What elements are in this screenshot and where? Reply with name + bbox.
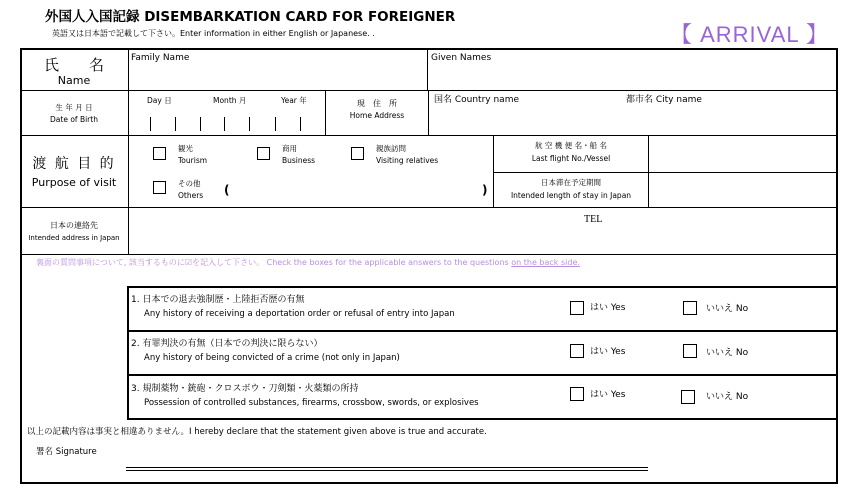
tel-label: TEL: [584, 214, 603, 225]
tel-field[interactable]: [600, 208, 836, 253]
signature-line: [126, 467, 648, 468]
stay-label-jp: 日本滞在予定期間: [541, 178, 601, 187]
address-label-en: Home Address: [349, 111, 405, 120]
back-side-link: on the back side.: [511, 258, 580, 267]
name-label-jp: 氏 名: [43, 56, 104, 74]
signature-field[interactable]: [126, 440, 648, 466]
arrival-badge: 【 ARRIVAL 】: [670, 22, 829, 47]
question-2-en: Any history of being convicted of a crime (not only in Japan): [144, 353, 400, 363]
question-1-jp: 1. 日本での退去強制歴・上陸拒否歴の有無: [131, 295, 305, 305]
purpose-label-jp: 渡 航 目 的: [32, 156, 116, 172]
question-2-no-checkbox[interactable]: [683, 344, 697, 358]
question-divider: [127, 330, 838, 332]
signature-label: 署名 Signature: [36, 447, 97, 457]
tourism-label-en: Tourism: [178, 156, 208, 165]
dob-month-label: Month 月: [213, 96, 247, 105]
purpose-label-en: Purpose of visit: [31, 176, 117, 189]
question-3-no-label: いいえ No: [706, 392, 749, 402]
others-label-jp: その他: [178, 179, 201, 188]
row-divider: [20, 90, 838, 91]
question-3-yes-checkbox[interactable]: [570, 387, 584, 401]
tourism-checkbox[interactable]: [153, 147, 166, 160]
dob-label-jp: 生 年 月 日: [55, 103, 93, 112]
contact-label-jp: 日本の連絡先: [50, 221, 98, 230]
stay-field[interactable]: [649, 173, 836, 206]
visiting-relatives-checkbox[interactable]: [351, 147, 364, 160]
question-divider: [127, 374, 838, 376]
business-label-en: Business: [282, 156, 316, 165]
question-3-yes-label: はい Yes: [590, 390, 626, 400]
dob-label-en: Date of Birth: [50, 115, 98, 124]
given-names-field[interactable]: [428, 64, 836, 90]
country-label: 国名 Country name: [434, 95, 519, 105]
question-3-jp: 3. 規制薬物・銃砲・クロスボウ・刀剣類・火薬類の所持: [131, 384, 359, 394]
others-specify-field[interactable]: [234, 180, 479, 200]
dob-field[interactable]: [140, 108, 320, 133]
flight-label-jp: 航 空 機 便 名・船 名: [535, 141, 607, 150]
given-names-label: Given Names: [431, 53, 492, 63]
others-paren-close: ): [482, 183, 488, 197]
question-3-no-checkbox[interactable]: [681, 390, 695, 404]
question-1-yes-checkbox[interactable]: [570, 301, 584, 315]
question-1-no-label: いいえ No: [706, 304, 749, 314]
family-name-label: Family Name: [131, 53, 190, 63]
question-1-yes-label: はい Yes: [590, 303, 626, 313]
flight-field[interactable]: [649, 136, 836, 171]
visiting-relatives-label-en: Visiting relatives: [376, 156, 439, 165]
question-3-en: Possession of controlled substances, firearms, crossbow, swords, or explosives: [144, 398, 479, 408]
question-2-yes-checkbox[interactable]: [570, 344, 584, 358]
stay-label-en: Intended length of stay in Japan: [510, 191, 632, 200]
name-label-en: Name: [57, 74, 91, 87]
question-2-jp: 2. 有罪判決の有無（日本での判決に限らない）: [131, 339, 323, 349]
visiting-relatives-label-jp: 親族訪問: [376, 144, 406, 153]
question-2-yes-label: はい Yes: [590, 347, 626, 357]
dob-year-label: Year 年: [281, 96, 307, 105]
question-2-no-label: いいえ No: [706, 348, 749, 358]
dob-day-label: Day 日: [147, 96, 172, 105]
business-checkbox[interactable]: [257, 147, 270, 160]
city-label: 都市名 City name: [626, 95, 702, 105]
flight-label-en: Last flight No./Vessel: [531, 154, 611, 163]
card-title: 外国人入国記録 DISEMBARKATION CARD FOR FOREIGNER: [45, 9, 456, 25]
back-side-note: 裏面の質問事項について, 該当するものに☑を記入して下さい。 Check the boxes for the applicable answers to the questions on the back side.: [36, 258, 580, 267]
row-divider: [20, 254, 838, 255]
country-field[interactable]: [429, 106, 619, 134]
tourism-label-jp: 観光: [178, 144, 193, 153]
others-label-en: Others: [178, 191, 204, 200]
contact-label-en: Intended address in Japan: [28, 234, 120, 242]
others-checkbox[interactable]: [153, 181, 166, 194]
declaration-text: 以上の記載内容は事実と相違ありません。I hereby declare that the statement given above is true and accurate.: [27, 427, 487, 437]
others-paren-open: (: [224, 183, 230, 197]
city-field[interactable]: [622, 106, 836, 134]
question-1-no-checkbox[interactable]: [683, 301, 697, 315]
signature-line: [126, 470, 648, 471]
card-subtitle: 英語又は日本語で記載して下さい。Enter information in either English or Japanese. .: [52, 29, 375, 38]
japan-address-field[interactable]: [129, 208, 579, 253]
question-1-en: Any history of receiving a deportation order or refusal of entry into Japan: [144, 309, 455, 319]
business-label-jp: 商用: [282, 144, 297, 153]
family-name-field[interactable]: [129, 64, 426, 90]
address-label-jp: 現 住 所: [357, 99, 397, 108]
